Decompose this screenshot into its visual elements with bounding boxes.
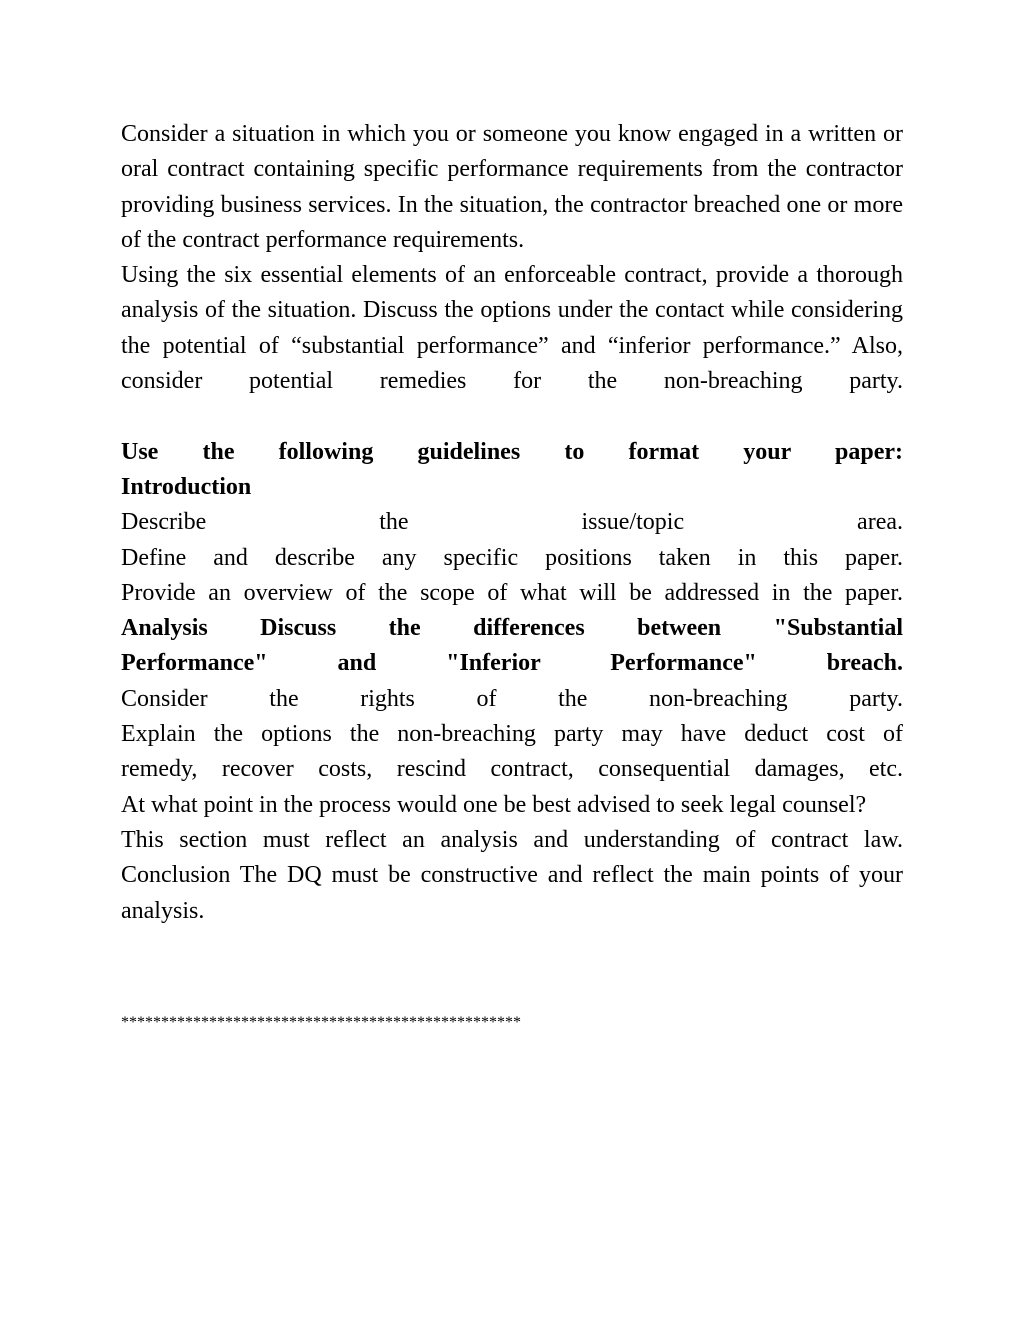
- guidelines-heading: Use the following guidelines to format your paper:: [121, 438, 903, 465]
- document-page: [121, 117, 903, 1033]
- analysis-paragraph-end: party.: [849, 368, 903, 395]
- spacer: [121, 399, 903, 434]
- analysis-paragraph-text: Using the six essential elements of an enforceable contract, provide a thorough analysis of the situation. Discuss the options under the contact while considering the potential of “substantial performance” and “inferior performance.” Also, consider potential remedies for the non-breaching: [121, 262, 903, 395]
- define-line: Define and describe any specific positions taken in this paper.: [121, 544, 903, 571]
- analysis-heading-line2: Performance" and "Inferior Performance" breach.: [121, 650, 903, 677]
- rights-line: Consider the rights of the non-breaching party.: [121, 685, 903, 712]
- describe-line: Describe the issue/topic area.: [121, 509, 903, 536]
- separator-line: **************************************************: [121, 1014, 521, 1032]
- spacer: [121, 929, 903, 1000]
- analysis-heading-line1: Analysis Discuss the differences between "Substantial: [121, 615, 903, 642]
- reflect-line: This section must reflect an analysis and understanding of contract law.: [121, 826, 903, 853]
- counsel-paragraph: At what point in the process would one be best advised to seek legal counsel?: [121, 791, 867, 818]
- intro-paragraph: Consider a situation in which you or someone you know engaged in a written or oral contract containing specific performance requirements from the contractor providing business services. In the situation, the contractor breached one or more of the contract performance requirements.: [121, 121, 903, 253]
- conclusion-paragraph: Conclusion The DQ must be constructive and reflect the main points of your analysis.: [121, 862, 903, 924]
- options-line2: remedy, recover costs, rescind contract, consequential damages, etc.: [121, 756, 903, 783]
- introduction-heading: Introduction: [121, 473, 252, 500]
- options-line1: Explain the options the non-breaching party may have deduct cost of: [121, 721, 903, 748]
- overview-line: Provide an overview of the scope of what will be addressed in the paper.: [121, 579, 903, 606]
- analysis-paragraph: [121, 258, 903, 399]
